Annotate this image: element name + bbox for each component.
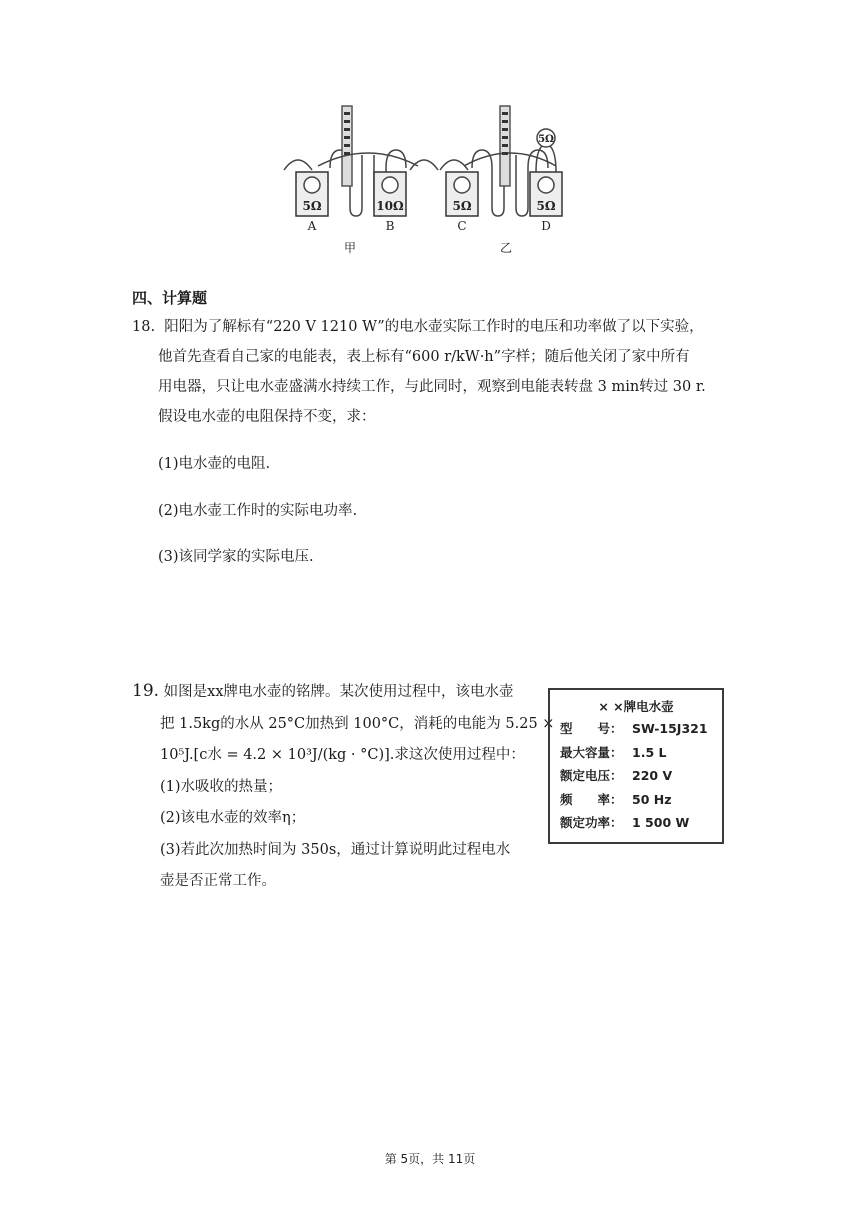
question-18	[132, 312, 732, 432]
q19-line3: 10⁵J.[c水 = 4.2 × 10³J/(kg · °C)].求这次使用过程中：	[160, 747, 525, 763]
nameplate-row	[560, 764, 722, 788]
nameplate-key: 型 号：	[560, 721, 623, 736]
q19-line1: 如图是xx牌电水壶的铭牌。某次使用过程中，该电水壶	[163, 684, 514, 700]
nameplate-title: × ×牌电水壶	[598, 699, 674, 714]
nameplate-value: SW-15J321	[632, 721, 708, 736]
nameplate-key: 频 率：	[560, 791, 623, 807]
q19-sub3: (3)若此次加热时间为 350s，通过计算说明此过程电水	[160, 841, 511, 858]
nameplate-value: 1.5 L	[632, 744, 667, 760]
section-heading: 四、计算题	[132, 289, 208, 307]
label-c: C	[457, 219, 467, 233]
question-19	[132, 676, 555, 898]
q19-number: 19.	[132, 681, 160, 701]
nameplate-key: 最大容量：	[560, 744, 623, 760]
resistor-b: 10Ω	[376, 199, 404, 213]
label-b: B	[385, 219, 395, 233]
label-a: A	[307, 219, 317, 233]
q18-line3: 用电器，只让电水壶盛满水持续工作，与此同时，观察到电能表转盘 3 min转过 30 r.	[158, 379, 706, 395]
page-footer: 第 5页，共 11页	[384, 1152, 476, 1166]
nameplate-value: 50 Hz	[632, 791, 672, 807]
resistor-d: 5Ω	[536, 199, 556, 213]
resistor-c: 5Ω	[452, 199, 472, 213]
label-d: D	[541, 219, 551, 233]
experiment-figure	[278, 100, 578, 260]
q18-line1: 阳阳为了解标有“220 V 1210 W”的电水壶实际工作时的电压和功率做了以下实验，	[164, 319, 704, 335]
kettle-nameplate	[548, 688, 724, 844]
nameplate-row	[560, 811, 722, 835]
q18-sub2: (2)电水壶工作时的实际电功率.	[158, 503, 358, 519]
caption-yi: 乙	[499, 241, 513, 255]
nameplate-row	[560, 717, 722, 741]
resistor-extra: 5Ω	[538, 134, 554, 145]
resistor-a: 5Ω	[302, 199, 322, 213]
nameplate-value: 220 V	[632, 768, 673, 783]
q18-sub1: (1)电水壶的电阻.	[158, 456, 271, 472]
q18-number: 18.	[132, 319, 156, 335]
q18-sub3: (3)该同学家的实际电压.	[158, 549, 314, 565]
q19-line2: 把 1.5kg的水从 25°C加热到 100°C，消耗的电能为 5.25 ×	[160, 715, 555, 732]
q19-sub1: (1)水吸收的热量；	[160, 778, 283, 795]
caption-jia: 甲	[343, 241, 357, 255]
q19-sub2: (2)该电水壶的效率η；	[160, 810, 306, 826]
nameplate-row	[560, 741, 722, 765]
nameplate-key: 额定电压：	[560, 768, 623, 783]
q19-sub3-cont: 壶是否正常工作。	[160, 873, 276, 889]
q18-line2: 他首先查看自己家的电能表，表上标有“600 r/kW·h”字样；随后他关闭了家中所有	[158, 349, 690, 365]
q18-line4: 假设电水壶的电阻保持不变，求：	[158, 409, 376, 425]
nameplate-value: 1 500 W	[632, 815, 690, 830]
nameplate-key: 额定功率：	[560, 815, 623, 830]
nameplate-row	[560, 788, 722, 812]
